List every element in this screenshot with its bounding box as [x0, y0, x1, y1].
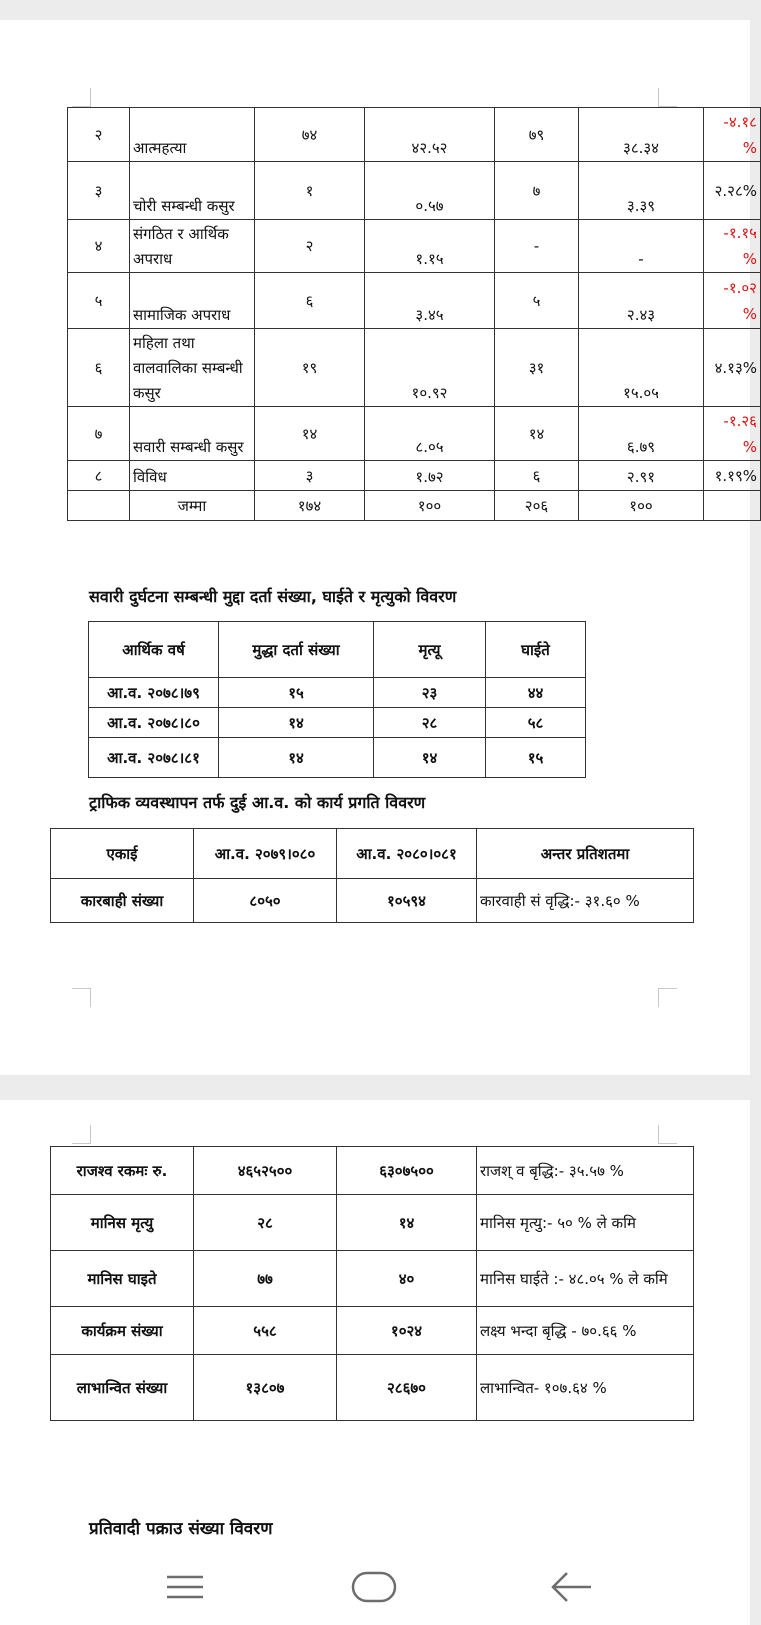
- table-row: [68, 273, 761, 329]
- difference-cell: कारवाही सं वृद्धि:- ३१.६० %: [477, 879, 694, 923]
- crime-name-cell: विविध: [130, 461, 255, 491]
- value-cell: ४६५२५००: [194, 1147, 337, 1195]
- table-row: [51, 1307, 694, 1355]
- crime-name-cell: महिला तथा वालवालिका सम्बन्धी कसुर: [130, 329, 255, 407]
- value-cell: ७७: [194, 1251, 337, 1307]
- value-cell: २.९१: [579, 461, 704, 491]
- margin-corner-mark: [658, 88, 677, 107]
- value-cell: -: [495, 220, 579, 273]
- header-cell: आ.व. २०८०।०८१: [337, 829, 477, 879]
- empty-cell: [68, 491, 130, 521]
- value-cell: ७४: [255, 108, 365, 162]
- value-cell: ३.४५: [365, 273, 495, 329]
- table-row: [51, 1195, 694, 1251]
- table-header-row: [89, 622, 586, 678]
- difference-cell: २.२८%: [704, 162, 761, 220]
- value-cell: ५८: [486, 708, 586, 738]
- value-cell: १: [255, 162, 365, 220]
- year-cell: आ.व. २०७८।८१: [89, 738, 219, 778]
- value-cell: १३८०७: [194, 1355, 337, 1421]
- value-cell: ३.३९: [579, 162, 704, 220]
- difference-cell: -१.१५ %: [704, 220, 761, 273]
- table-row: [68, 162, 761, 220]
- value-cell: ३८.३४: [579, 108, 704, 162]
- difference-cell: १.१९%: [704, 461, 761, 491]
- value-cell: १.१५: [365, 220, 495, 273]
- label-cell: राजश्व रकमः रु.: [51, 1147, 194, 1195]
- table-row: [68, 329, 761, 407]
- margin-corner-mark: [658, 1125, 677, 1144]
- value-cell: १७४: [255, 491, 365, 521]
- table-row: [51, 1355, 694, 1421]
- value-cell: १५: [486, 738, 586, 778]
- empty-cell: [704, 491, 761, 521]
- margin-corner-mark: [658, 988, 677, 1007]
- value-cell: २८६७०: [337, 1355, 477, 1421]
- table-row: [51, 1147, 694, 1195]
- table-row: [89, 708, 586, 738]
- year-cell: आ.व. २०७८।७९: [89, 678, 219, 708]
- value-cell: १०५९४: [337, 879, 477, 923]
- value-cell: ६.७९: [579, 407, 704, 461]
- value-cell: १९: [255, 329, 365, 407]
- table-row: [68, 461, 761, 491]
- value-cell: १४: [337, 1195, 477, 1251]
- arrest-heading: प्रतिवादी पक्राउ संख्या विवरण: [89, 1519, 273, 1539]
- table-row: [68, 407, 761, 461]
- header-cell: आ.व. २०७९।०८०: [194, 829, 337, 879]
- table-header-row: [51, 829, 694, 879]
- value-cell: २: [255, 220, 365, 273]
- accident-heading: सवारी दुर्घटना सम्बन्धी मुद्दा दर्ता संख्या, घाईते र मृत्युको विवरण: [89, 587, 457, 606]
- home-button[interactable]: [344, 1567, 404, 1607]
- crime-name-cell: आत्महत्या: [130, 108, 255, 162]
- revenue-table: [50, 1146, 694, 1421]
- header-cell: अन्तर प्रतिशतमा: [477, 829, 694, 879]
- label-cell: कार्यक्रम संख्या: [51, 1307, 194, 1355]
- value-cell: ८.०५: [365, 407, 495, 461]
- table-row: [51, 1251, 694, 1307]
- value-cell: २३: [374, 678, 486, 708]
- label-cell: लाभान्वित संख्या: [51, 1355, 194, 1421]
- header-cell: मृत्यू: [374, 622, 486, 678]
- note-cell: मानिस घाईते :- ४८.०५ % ले कमि: [477, 1251, 694, 1307]
- unit-cell: कारबाही संख्या: [51, 879, 194, 923]
- value-cell: १४: [374, 738, 486, 778]
- value-cell: १००: [579, 491, 704, 521]
- header-cell: आर्थिक वर्ष: [89, 622, 219, 678]
- value-cell: ३१: [495, 329, 579, 407]
- value-cell: १००: [365, 491, 495, 521]
- value-cell: २.४३: [579, 273, 704, 329]
- value-cell: १.७२: [365, 461, 495, 491]
- value-cell: २८: [194, 1195, 337, 1251]
- note-cell: लाभान्वित- १०७.६४ %: [477, 1355, 694, 1421]
- serial-cell: ४: [68, 220, 130, 273]
- crime-statistics-table: [67, 107, 761, 521]
- header-cell: एकाई: [51, 829, 194, 879]
- serial-cell: २: [68, 108, 130, 162]
- value-cell: १५.०५: [579, 329, 704, 407]
- traffic-progress-table: [50, 828, 694, 923]
- android-nav-bar: [0, 1545, 750, 1625]
- value-cell: ७: [495, 162, 579, 220]
- serial-cell: ७: [68, 407, 130, 461]
- value-cell: २८: [374, 708, 486, 738]
- margin-corner-mark: [72, 1125, 91, 1144]
- label-cell: मानिस घाइते: [51, 1251, 194, 1307]
- difference-cell: -१.२६ %: [704, 407, 761, 461]
- note-cell: मानिस मृत्यु:- ५० % ले कमि: [477, 1195, 694, 1251]
- recent-apps-button[interactable]: [155, 1567, 215, 1607]
- value-cell: ६: [495, 461, 579, 491]
- crime-name-cell: सवारी सम्बन्धी कसुर: [130, 407, 255, 461]
- value-cell: १४: [219, 708, 374, 738]
- value-cell: १४: [255, 407, 365, 461]
- value-cell: ४२.५२: [365, 108, 495, 162]
- value-cell: १४: [495, 407, 579, 461]
- note-cell: राजश् व बृद्धि:- ३५.५७ %: [477, 1147, 694, 1195]
- serial-cell: ३: [68, 162, 130, 220]
- table-row: [68, 108, 761, 162]
- crime-name-cell: संगठित र आर्थिक अपराध: [130, 220, 255, 273]
- note-cell: लक्ष्य भन्दा बृद्धि - ७०.६६ %: [477, 1307, 694, 1355]
- serial-cell: ५: [68, 273, 130, 329]
- label-cell: मानिस मृत्यु: [51, 1195, 194, 1251]
- value-cell: ३: [255, 461, 365, 491]
- difference-cell: -१.०२ %: [704, 273, 761, 329]
- value-cell: ८०५०: [194, 879, 337, 923]
- table-row: [89, 678, 586, 708]
- traffic-heading: ट्राफिक व्यवस्थापन तर्फ दुई आ.व. को कार्य प्रगति विवरण: [89, 793, 426, 812]
- table-total-row: [68, 491, 761, 521]
- value-cell: ६३०७५००: [337, 1147, 477, 1195]
- year-cell: आ.व. २०७८।८०: [89, 708, 219, 738]
- value-cell: ५५८: [194, 1307, 337, 1355]
- serial-cell: ६: [68, 329, 130, 407]
- value-cell: ७९: [495, 108, 579, 162]
- value-cell: ०.५७: [365, 162, 495, 220]
- value-cell: १०.९२: [365, 329, 495, 407]
- total-label-cell: जम्मा: [130, 491, 255, 521]
- value-cell: २०६: [495, 491, 579, 521]
- serial-cell: ८: [68, 461, 130, 491]
- margin-corner-mark: [72, 988, 91, 1007]
- table-row: [51, 879, 694, 923]
- recent-apps-icon: [155, 1567, 215, 1607]
- crime-name-cell: सामाजिक अपराध: [130, 273, 255, 329]
- header-cell: घाईते: [486, 622, 586, 678]
- table-row: [68, 220, 761, 273]
- back-button[interactable]: [543, 1567, 603, 1607]
- value-cell: ४०: [337, 1251, 477, 1307]
- value-cell: ६: [255, 273, 365, 329]
- table-row: [89, 738, 586, 778]
- value-cell: १५: [219, 678, 374, 708]
- difference-cell: -४.१८ %: [704, 108, 761, 162]
- accident-table: [88, 621, 586, 778]
- value-cell: १४: [219, 738, 374, 778]
- margin-corner-mark: [72, 88, 91, 107]
- value-cell: -: [579, 220, 704, 273]
- difference-cell: ४.१३%: [704, 329, 761, 407]
- document-page-1: [0, 20, 757, 1075]
- value-cell: ५: [495, 273, 579, 329]
- home-icon: [344, 1567, 404, 1607]
- back-arrow-icon: [543, 1567, 603, 1607]
- crime-name-cell: चोरी सम्बन्धी कसुर: [130, 162, 255, 220]
- value-cell: १०२४: [337, 1307, 477, 1355]
- value-cell: ४४: [486, 678, 586, 708]
- header-cell: मुद्धा दर्ता संख्या: [219, 622, 374, 678]
